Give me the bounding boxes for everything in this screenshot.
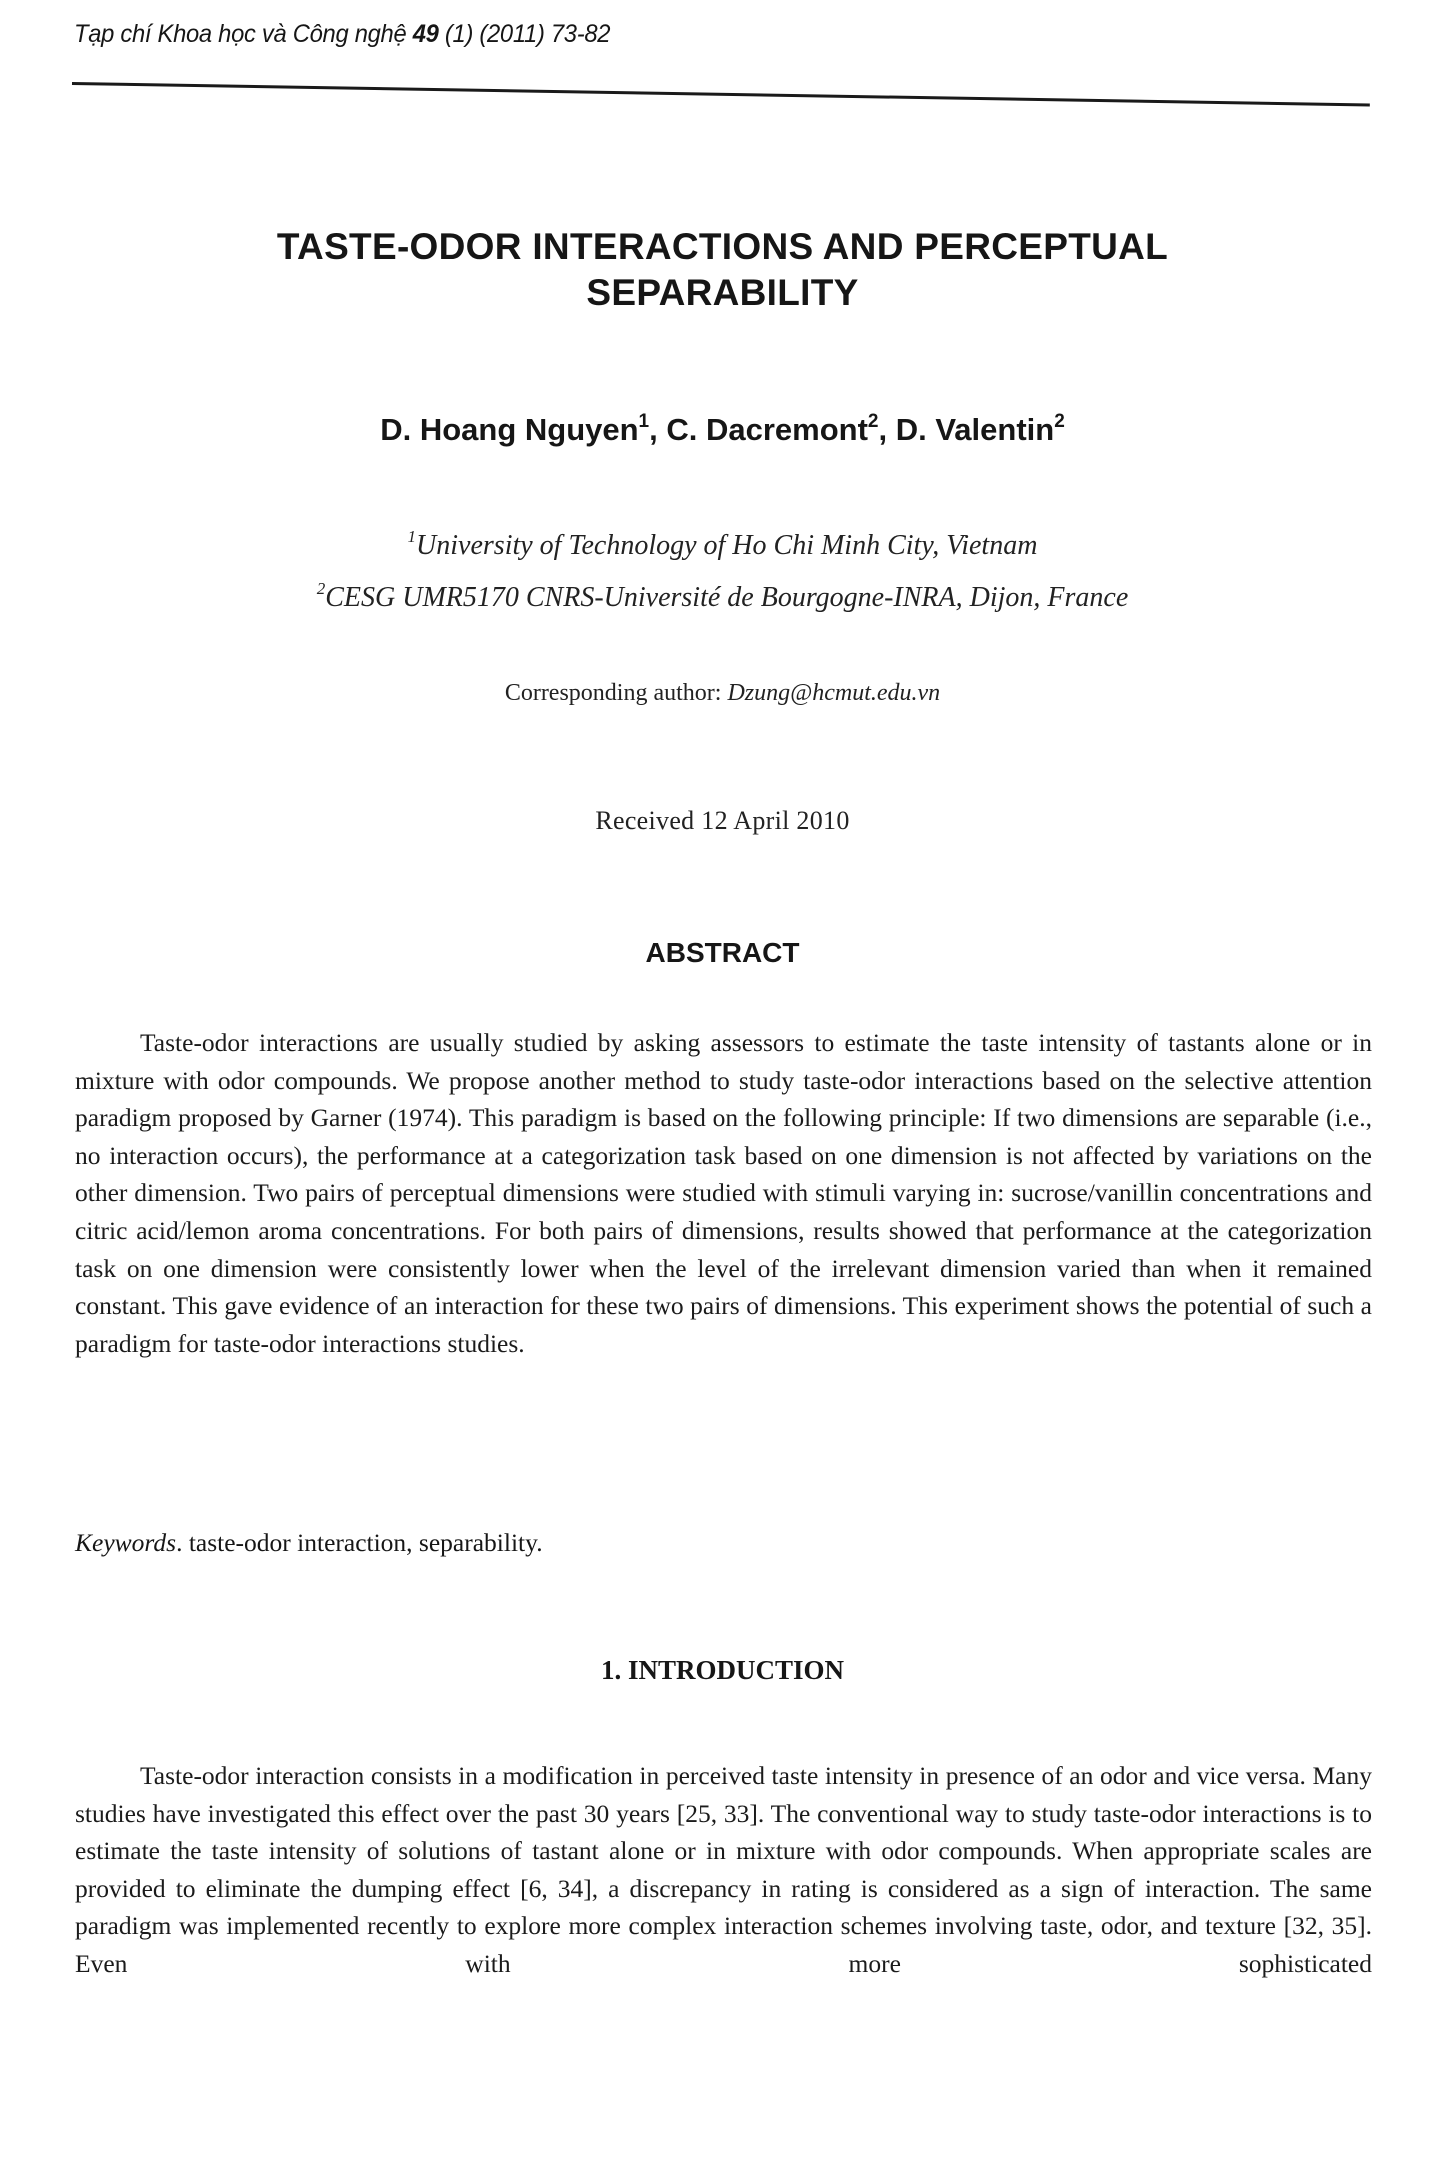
author-name: D. Hoang Nguyen: [380, 412, 639, 447]
keywords: [75, 1528, 543, 1558]
corresponding-author: [0, 680, 1445, 707]
corresponding-email[interactable]: Dzung@hcmut.edu.vn: [727, 680, 941, 706]
title-line-2: SEPARABILITY: [586, 272, 859, 313]
author-separator: ,: [878, 412, 896, 447]
affiliation-mark: 2: [1054, 411, 1065, 432]
author-separator: ,: [649, 412, 667, 447]
received-date: Received 12 April 2010: [595, 806, 850, 835]
introduction-paragraph: Taste-odor interaction consists in a modification in perceived taste intensity in presence of an odor and vice versa. Many studies have investigated this effect over the past 30 years [25, 33]. The conventional way to study taste-odor interactions is to estimate the taste intensity of solutions of tastant alone or in mixture with odor compounds. When appropriate scales are provided to eliminate the dumping effect [6, 34], a discrepancy in rating is considered as a sign of interaction. The same paradigm was implemented recently to explore more complex interaction schemes involving taste, odor, and texture [32, 35]. Even with more sophisticated: [75, 1761, 1372, 1978]
author-name: C. Dacremont: [666, 412, 868, 447]
affiliation-text: CESG UMR5170 CNRS-Université de Bourgogne-INRA, Dijon, France: [325, 582, 1129, 613]
affiliation-mark: 2: [867, 411, 879, 432]
corresponding-label: Corresponding author:: [504, 680, 722, 706]
title-line-1: TASTE-ODOR INTERACTIONS AND PERCEPTUAL: [276, 226, 1169, 267]
affiliation-text: University of Technology of Ho Chi Minh City, Vietnam: [416, 530, 1038, 561]
keywords-text: . taste-odor interaction, separability.: [176, 1528, 543, 1557]
header-rule: [72, 82, 1370, 107]
affiliation-1: [0, 527, 1445, 562]
running-head: [74, 20, 610, 49]
affiliation-2: [0, 579, 1445, 614]
author-list: [0, 412, 1445, 448]
journal-volume: 49: [412, 20, 439, 48]
abstract-paragraph: Taste-odor interactions are usually studied by asking assessors to estimate the taste intensity of tastants alone or in mixture with odor compounds. We propose another method to study taste-odor interactions based on the selective attention paradigm proposed by Garner (1974). This paradigm is based on the following principle: If two dimensions are separable (i.e., no interaction occurs), the performance at a categorization task based on one dimension is not affected by variations on the other dimension. Two pairs of perceptual dimensions were studied with stimuli varying in: sucrose/vanillin concentrations and citric acid/lemon aroma concentrations. For both pairs of dimensions, results showed that performance at the categorization task on one dimension were consistently lower when the level of the irrelevant dimension varied than when it remained constant. This gave evidence of an interaction for these two pairs of dimensions. This experiment shows the potential of such a paradigm for taste-odor interactions studies.: [75, 1028, 1372, 1358]
section-heading-introduction: 1. INTRODUCTION: [600, 1655, 845, 1685]
author-name: D. Valentin: [895, 412, 1055, 447]
affiliation-mark: 1: [638, 411, 650, 432]
abstract-body: [75, 1024, 1372, 1362]
affiliation-mark: 1: [407, 527, 417, 546]
introduction-body: [75, 1757, 1372, 1983]
keywords-label: Keywords: [75, 1528, 177, 1557]
paper-title: [0, 224, 1445, 316]
abstract-heading: ABSTRACT: [645, 937, 800, 968]
journal-name: Tạp chí Khoa học và Công nghệ: [74, 20, 407, 48]
affiliation-mark: 2: [316, 579, 326, 598]
journal-issue-pages: (1) (2011) 73-82: [444, 20, 611, 48]
